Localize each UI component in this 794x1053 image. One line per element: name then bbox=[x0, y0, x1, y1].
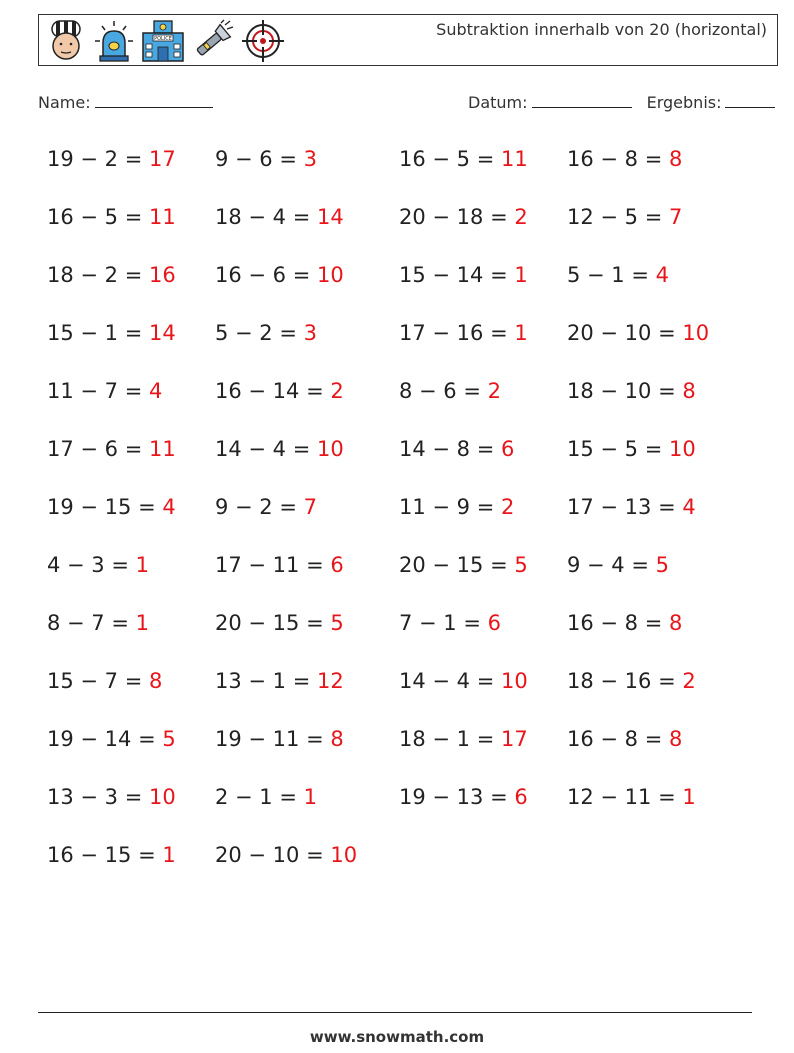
problem-item bbox=[47, 147, 176, 171]
problem-answer: 4 bbox=[682, 495, 696, 519]
police-siren-icon bbox=[93, 19, 135, 63]
crosshair-target-icon bbox=[241, 19, 285, 63]
problem-answer: 3 bbox=[303, 321, 317, 345]
problem-item bbox=[47, 727, 176, 751]
problem-item bbox=[567, 379, 696, 403]
problem-answer: 6 bbox=[330, 553, 344, 577]
problem-item bbox=[567, 437, 696, 461]
problem-answer: 5 bbox=[655, 553, 669, 577]
problem-answer: 11 bbox=[500, 147, 528, 171]
problem-item bbox=[399, 147, 528, 171]
problem-answer: 4 bbox=[148, 379, 163, 403]
problem-item bbox=[47, 669, 162, 693]
problem-item bbox=[215, 785, 317, 809]
problem-answer: 5 bbox=[514, 553, 528, 577]
footer-divider bbox=[38, 1012, 752, 1013]
problem-question: 9 − 6 = bbox=[215, 147, 304, 171]
problem-answer: 8 bbox=[682, 379, 696, 403]
problem-answer: 5 bbox=[162, 727, 176, 751]
problem-item bbox=[567, 321, 709, 345]
problem-answer: 3 bbox=[303, 147, 317, 171]
name-label: Name: bbox=[38, 93, 91, 112]
problem-question: 20 − 15 = bbox=[215, 611, 331, 635]
problem-answer: 6 bbox=[487, 611, 501, 635]
problem-item bbox=[215, 495, 317, 519]
problem-answer: 1 bbox=[135, 611, 149, 635]
problem-item bbox=[399, 611, 501, 635]
problem-item bbox=[399, 205, 528, 229]
problem-item bbox=[567, 205, 682, 229]
problem-answer: 1 bbox=[514, 263, 528, 287]
problem-question: 16 − 8 = bbox=[567, 727, 669, 751]
problem-answer: 4 bbox=[655, 263, 669, 287]
name-line[interactable] bbox=[95, 93, 213, 108]
prisoner-icon bbox=[45, 19, 87, 63]
date-result-fields bbox=[468, 93, 775, 112]
problem-answer: 10 bbox=[316, 437, 344, 461]
problem-item bbox=[399, 379, 501, 403]
problem-answer: 7 bbox=[303, 495, 317, 519]
problem-item bbox=[47, 437, 176, 461]
footer-url: www.snowmath.com bbox=[309, 1028, 485, 1046]
problem-answer: 1 bbox=[162, 843, 176, 867]
problem-question: 9 − 2 = bbox=[215, 495, 304, 519]
problem-question: 7 − 1 = bbox=[399, 611, 488, 635]
problem-question: 18 − 4 = bbox=[215, 205, 317, 229]
problem-question: 17 − 6 = bbox=[47, 437, 149, 461]
problem-question: 11 − 9 = bbox=[399, 495, 501, 519]
problem-question: 16 − 5 = bbox=[47, 205, 149, 229]
name-field bbox=[38, 93, 213, 112]
problem-question: 15 − 1 = bbox=[47, 321, 149, 345]
problem-answer: 1 bbox=[135, 553, 149, 577]
problem-item bbox=[567, 785, 696, 809]
problem-item bbox=[47, 205, 176, 229]
problem-question: 14 − 8 = bbox=[399, 437, 501, 461]
problem-item bbox=[399, 437, 514, 461]
problem-question: 17 − 13 = bbox=[567, 495, 683, 519]
problem-question: 13 − 3 = bbox=[47, 785, 149, 809]
problem-question: 15 − 7 = bbox=[47, 669, 149, 693]
problem-item bbox=[215, 263, 344, 287]
problem-item bbox=[47, 379, 162, 403]
problem-answer: 8 bbox=[148, 669, 163, 693]
problem-question: 8 − 7 = bbox=[47, 611, 136, 635]
problem-answer: 6 bbox=[500, 437, 515, 461]
problem-answer: 10 bbox=[316, 263, 344, 287]
problem-item bbox=[215, 437, 344, 461]
worksheet-title: Subtraktion innerhalb von 20 (horizontal) bbox=[436, 20, 767, 39]
problem-answer: 1 bbox=[514, 321, 528, 345]
problem-question: 18 − 16 = bbox=[567, 669, 683, 693]
problem-item bbox=[399, 553, 528, 577]
problem-item bbox=[215, 669, 344, 693]
problem-question: 19 − 14 = bbox=[47, 727, 163, 751]
problem-answer: 8 bbox=[668, 147, 683, 171]
police-sign-text: POLICE bbox=[154, 36, 172, 42]
problem-item bbox=[215, 611, 344, 635]
problem-question: 16 − 8 = bbox=[567, 611, 669, 635]
problem-item bbox=[47, 785, 176, 809]
problem-item bbox=[567, 611, 682, 635]
problem-question: 14 − 4 = bbox=[215, 437, 317, 461]
problem-answer: 2 bbox=[514, 205, 528, 229]
problem-question: 9 − 4 = bbox=[567, 553, 656, 577]
problem-answer: 7 bbox=[668, 205, 683, 229]
problem-question: 13 − 1 = bbox=[215, 669, 317, 693]
problem-question: 16 − 5 = bbox=[399, 147, 501, 171]
problem-answer: 11 bbox=[148, 205, 176, 229]
problem-question: 17 − 16 = bbox=[399, 321, 515, 345]
problem-item bbox=[47, 843, 176, 867]
problem-question: 2 − 1 = bbox=[215, 785, 304, 809]
problem-question: 18 − 2 = bbox=[47, 263, 149, 287]
problem-item bbox=[47, 553, 149, 577]
problem-answer: 4 bbox=[162, 495, 176, 519]
flashlight-icon bbox=[191, 19, 235, 63]
problem-answer: 6 bbox=[514, 785, 528, 809]
problem-answer: 14 bbox=[148, 321, 176, 345]
problem-answer: 2 bbox=[487, 379, 501, 403]
problem-answer: 8 bbox=[668, 611, 683, 635]
result-label: Ergebnis: bbox=[646, 93, 722, 112]
problem-item bbox=[215, 379, 344, 403]
problem-question: 20 − 15 = bbox=[399, 553, 515, 577]
problem-answer: 2 bbox=[330, 379, 344, 403]
problem-answer: 17 bbox=[500, 727, 528, 751]
problem-answer: 11 bbox=[148, 437, 176, 461]
problem-question: 11 − 7 = bbox=[47, 379, 149, 403]
problem-question: 16 − 6 = bbox=[215, 263, 317, 287]
problem-item bbox=[567, 727, 682, 751]
problem-item bbox=[399, 263, 528, 287]
problem-answer: 8 bbox=[330, 727, 344, 751]
date-label: Datum: bbox=[468, 93, 528, 112]
problem-item bbox=[47, 611, 149, 635]
problem-answer: 5 bbox=[330, 611, 344, 635]
problem-item bbox=[47, 321, 176, 345]
problem-item bbox=[215, 727, 344, 751]
problem-item bbox=[567, 263, 669, 287]
problem-question: 15 − 14 = bbox=[399, 263, 515, 287]
problem-item bbox=[399, 785, 528, 809]
problem-question: 8 − 6 = bbox=[399, 379, 488, 403]
problem-item bbox=[215, 843, 357, 867]
problem-answer: 1 bbox=[682, 785, 696, 809]
problem-item bbox=[215, 553, 344, 577]
problem-item bbox=[567, 669, 696, 693]
problem-item bbox=[567, 553, 669, 577]
problem-item bbox=[47, 263, 176, 287]
problem-answer: 10 bbox=[682, 321, 710, 345]
problem-question: 5 − 2 = bbox=[215, 321, 304, 345]
problem-answer: 17 bbox=[148, 147, 176, 171]
problem-question: 15 − 5 = bbox=[567, 437, 669, 461]
problem-question: 19 − 2 = bbox=[47, 147, 149, 171]
problem-question: 20 − 18 = bbox=[399, 205, 515, 229]
problem-answer: 10 bbox=[500, 669, 528, 693]
problem-item bbox=[215, 147, 317, 171]
problem-item bbox=[399, 321, 528, 345]
problem-question: 14 − 4 = bbox=[399, 669, 501, 693]
worksheet-header bbox=[38, 14, 778, 66]
problem-item bbox=[215, 321, 317, 345]
problem-item bbox=[399, 669, 528, 693]
problem-question: 20 − 10 = bbox=[567, 321, 683, 345]
problem-question: 12 − 11 = bbox=[567, 785, 683, 809]
problem-question: 19 − 13 = bbox=[399, 785, 515, 809]
problem-question: 17 − 11 = bbox=[215, 553, 331, 577]
problem-question: 12 − 5 = bbox=[567, 205, 669, 229]
problem-question: 18 − 1 = bbox=[399, 727, 501, 751]
problem-question: 19 − 11 = bbox=[215, 727, 331, 751]
problem-question: 20 − 10 = bbox=[215, 843, 331, 867]
problem-answer: 10 bbox=[668, 437, 696, 461]
problem-item bbox=[47, 495, 176, 519]
problem-answer: 10 bbox=[330, 843, 358, 867]
icon-strip bbox=[45, 19, 285, 63]
problem-question: 19 − 15 = bbox=[47, 495, 163, 519]
problem-item bbox=[215, 205, 344, 229]
problem-item bbox=[567, 147, 682, 171]
date-line[interactable] bbox=[532, 93, 632, 108]
problem-item bbox=[399, 495, 514, 519]
problem-question: 5 − 1 = bbox=[567, 263, 656, 287]
problem-answer: 12 bbox=[316, 669, 344, 693]
problem-answer: 16 bbox=[148, 263, 176, 287]
problem-item bbox=[567, 495, 696, 519]
problem-answer: 2 bbox=[682, 669, 696, 693]
problem-answer: 10 bbox=[148, 785, 176, 809]
problem-question: 16 − 15 = bbox=[47, 843, 163, 867]
police-station-icon bbox=[141, 19, 185, 63]
problem-question: 18 − 10 = bbox=[567, 379, 683, 403]
result-line[interactable] bbox=[725, 93, 775, 108]
problem-answer: 2 bbox=[500, 495, 515, 519]
problem-answer: 8 bbox=[668, 727, 683, 751]
problem-question: 16 − 8 = bbox=[567, 147, 669, 171]
problem-question: 4 − 3 = bbox=[47, 553, 136, 577]
problem-answer: 1 bbox=[303, 785, 317, 809]
problem-answer: 14 bbox=[316, 205, 344, 229]
problem-item bbox=[399, 727, 528, 751]
problem-question: 16 − 14 = bbox=[215, 379, 331, 403]
